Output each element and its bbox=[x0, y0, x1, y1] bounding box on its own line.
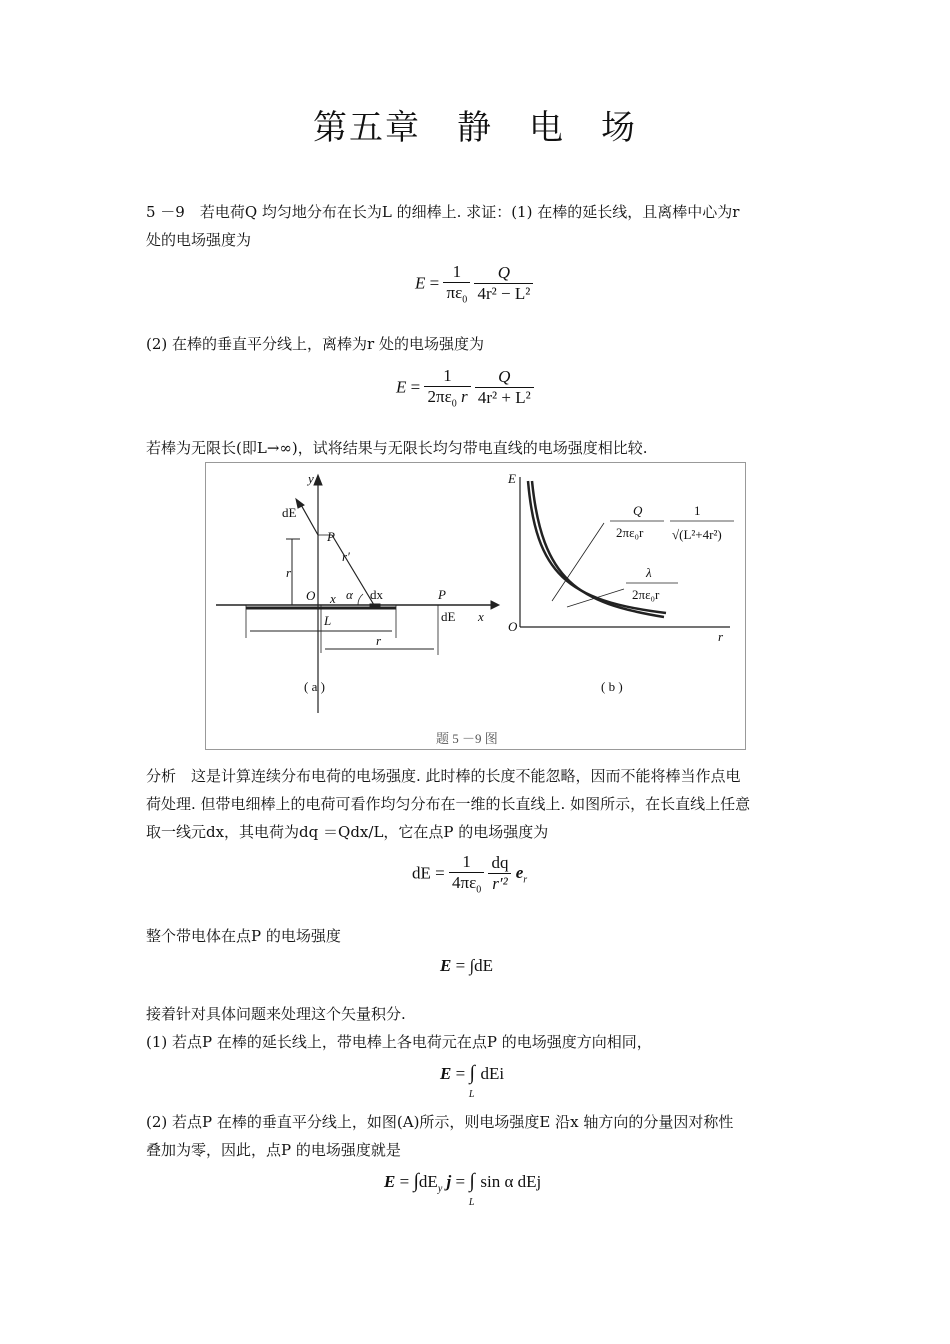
svg-text:( b ): ( b ) bbox=[601, 679, 623, 694]
equation-case-2: $E = \int dE_y$ $j = \int_L\sin$ α dEj bbox=[384, 1170, 542, 1209]
svg-text:α: α bbox=[346, 587, 353, 602]
analysis-line-3: 取一线元dx，其电荷为dq ＝Qdx/L，它在点P 的电场强度为 bbox=[146, 823, 549, 841]
svg-text:O: O bbox=[508, 619, 518, 634]
analysis-next: 接着针对具体问题来处理这个矢量积分. bbox=[146, 1005, 406, 1023]
equation-bisector: E = $\frac{1}{2\pi\varepsilon_0 r}$ $\frac{Q}{\text{4r² + L²}}$ bbox=[396, 366, 534, 409]
svg-text:O: O bbox=[306, 588, 316, 603]
analysis-case-1: (1) 若点P 在棒的延长线上，带电棒上各电荷元在点P 的电场强度方向相同， bbox=[146, 1033, 652, 1051]
analysis-line-2: 荷处理. 但带电细棒上的电荷可看作均匀分布在一维的长直线上. 如图所示，在长直线上任意 bbox=[146, 795, 751, 813]
figure-b bbox=[520, 477, 730, 627]
svg-text:1: 1 bbox=[694, 503, 701, 518]
svg-text:( a ): ( a ) bbox=[304, 679, 325, 694]
equation-case-1: $E = \int_LdEi$ bbox=[440, 1062, 505, 1101]
svg-text:r: r bbox=[718, 629, 724, 644]
svg-text:r: r bbox=[376, 633, 382, 648]
svg-text:r′: r′ bbox=[342, 549, 350, 564]
page-title: 第五章 静 电 场 bbox=[313, 108, 637, 148]
analysis-whole: 整个带电体在点P 的电场强度 bbox=[146, 927, 341, 945]
svg-text:2πε₀r: 2πε₀r bbox=[632, 587, 660, 602]
svg-text:P: P bbox=[327, 529, 335, 544]
svg-text:dx: dx bbox=[370, 587, 383, 602]
problem-line-2: 处的电场强度为 bbox=[146, 231, 252, 249]
svg-text:r: r bbox=[286, 565, 292, 580]
analysis-case-2b: 叠加为零，因此，点P 的电场强度就是 bbox=[146, 1141, 401, 1159]
svg-text:题 5 －9 图: 题 5 －9 图 bbox=[436, 731, 498, 746]
figure-5-9 bbox=[205, 462, 746, 750]
svg-text:Q: Q bbox=[633, 503, 643, 518]
svg-text:λ: λ bbox=[646, 565, 652, 580]
svg-text:y: y bbox=[308, 471, 314, 486]
equation-extension: E = $\frac{1}{\pi\varepsilon_0}$ $\frac{Q}{\text{4r² − L²}}$ bbox=[415, 262, 533, 305]
problem-infinite: 若棒为无限长(即L→∞)，试将结果与无限长均匀带电直线的电场强度相比较. bbox=[146, 439, 648, 457]
equation-dE: dE = $\frac{1}{4\pi\varepsilon_0}$ $\frac{dq}{\text{r′²}}$ $e_r$ bbox=[412, 852, 528, 896]
analysis-case-2a: (2) 若点P 在棒的垂直平分线上，如图(A)所示，则电场强度E 沿x 轴方向的分量因对称性 bbox=[146, 1113, 734, 1131]
svg-text:x: x bbox=[330, 591, 336, 606]
svg-text:L: L bbox=[324, 613, 332, 628]
figure-a bbox=[216, 475, 499, 713]
svg-text:dE: dE bbox=[282, 505, 297, 520]
svg-text:√(L²+4r²): √(L²+4r²) bbox=[672, 527, 722, 542]
analysis-line-1: 分析 这是计算连续分布电荷的电场强度. 此时棒的长度不能忽略，因而不能将棒当作点电 bbox=[146, 767, 741, 785]
problem-line-1: 5 －9 若电荷Q 均匀地分布在长为L 的细棒上. 求证：(1) 在棒的延长线，且离棒中心为r bbox=[146, 203, 740, 221]
problem-part-2: (2) 在棒的垂直平分线上，离棒为r 处的电场强度为 bbox=[146, 335, 484, 353]
svg-text:E: E bbox=[508, 471, 516, 486]
svg-text:2πε₀r: 2πε₀r bbox=[616, 525, 644, 540]
svg-text:x: x bbox=[478, 609, 484, 624]
svg-text:dE: dE bbox=[441, 609, 456, 624]
svg-text:P: P bbox=[438, 587, 446, 602]
equation-integral: E = ∫dE bbox=[440, 956, 493, 975]
